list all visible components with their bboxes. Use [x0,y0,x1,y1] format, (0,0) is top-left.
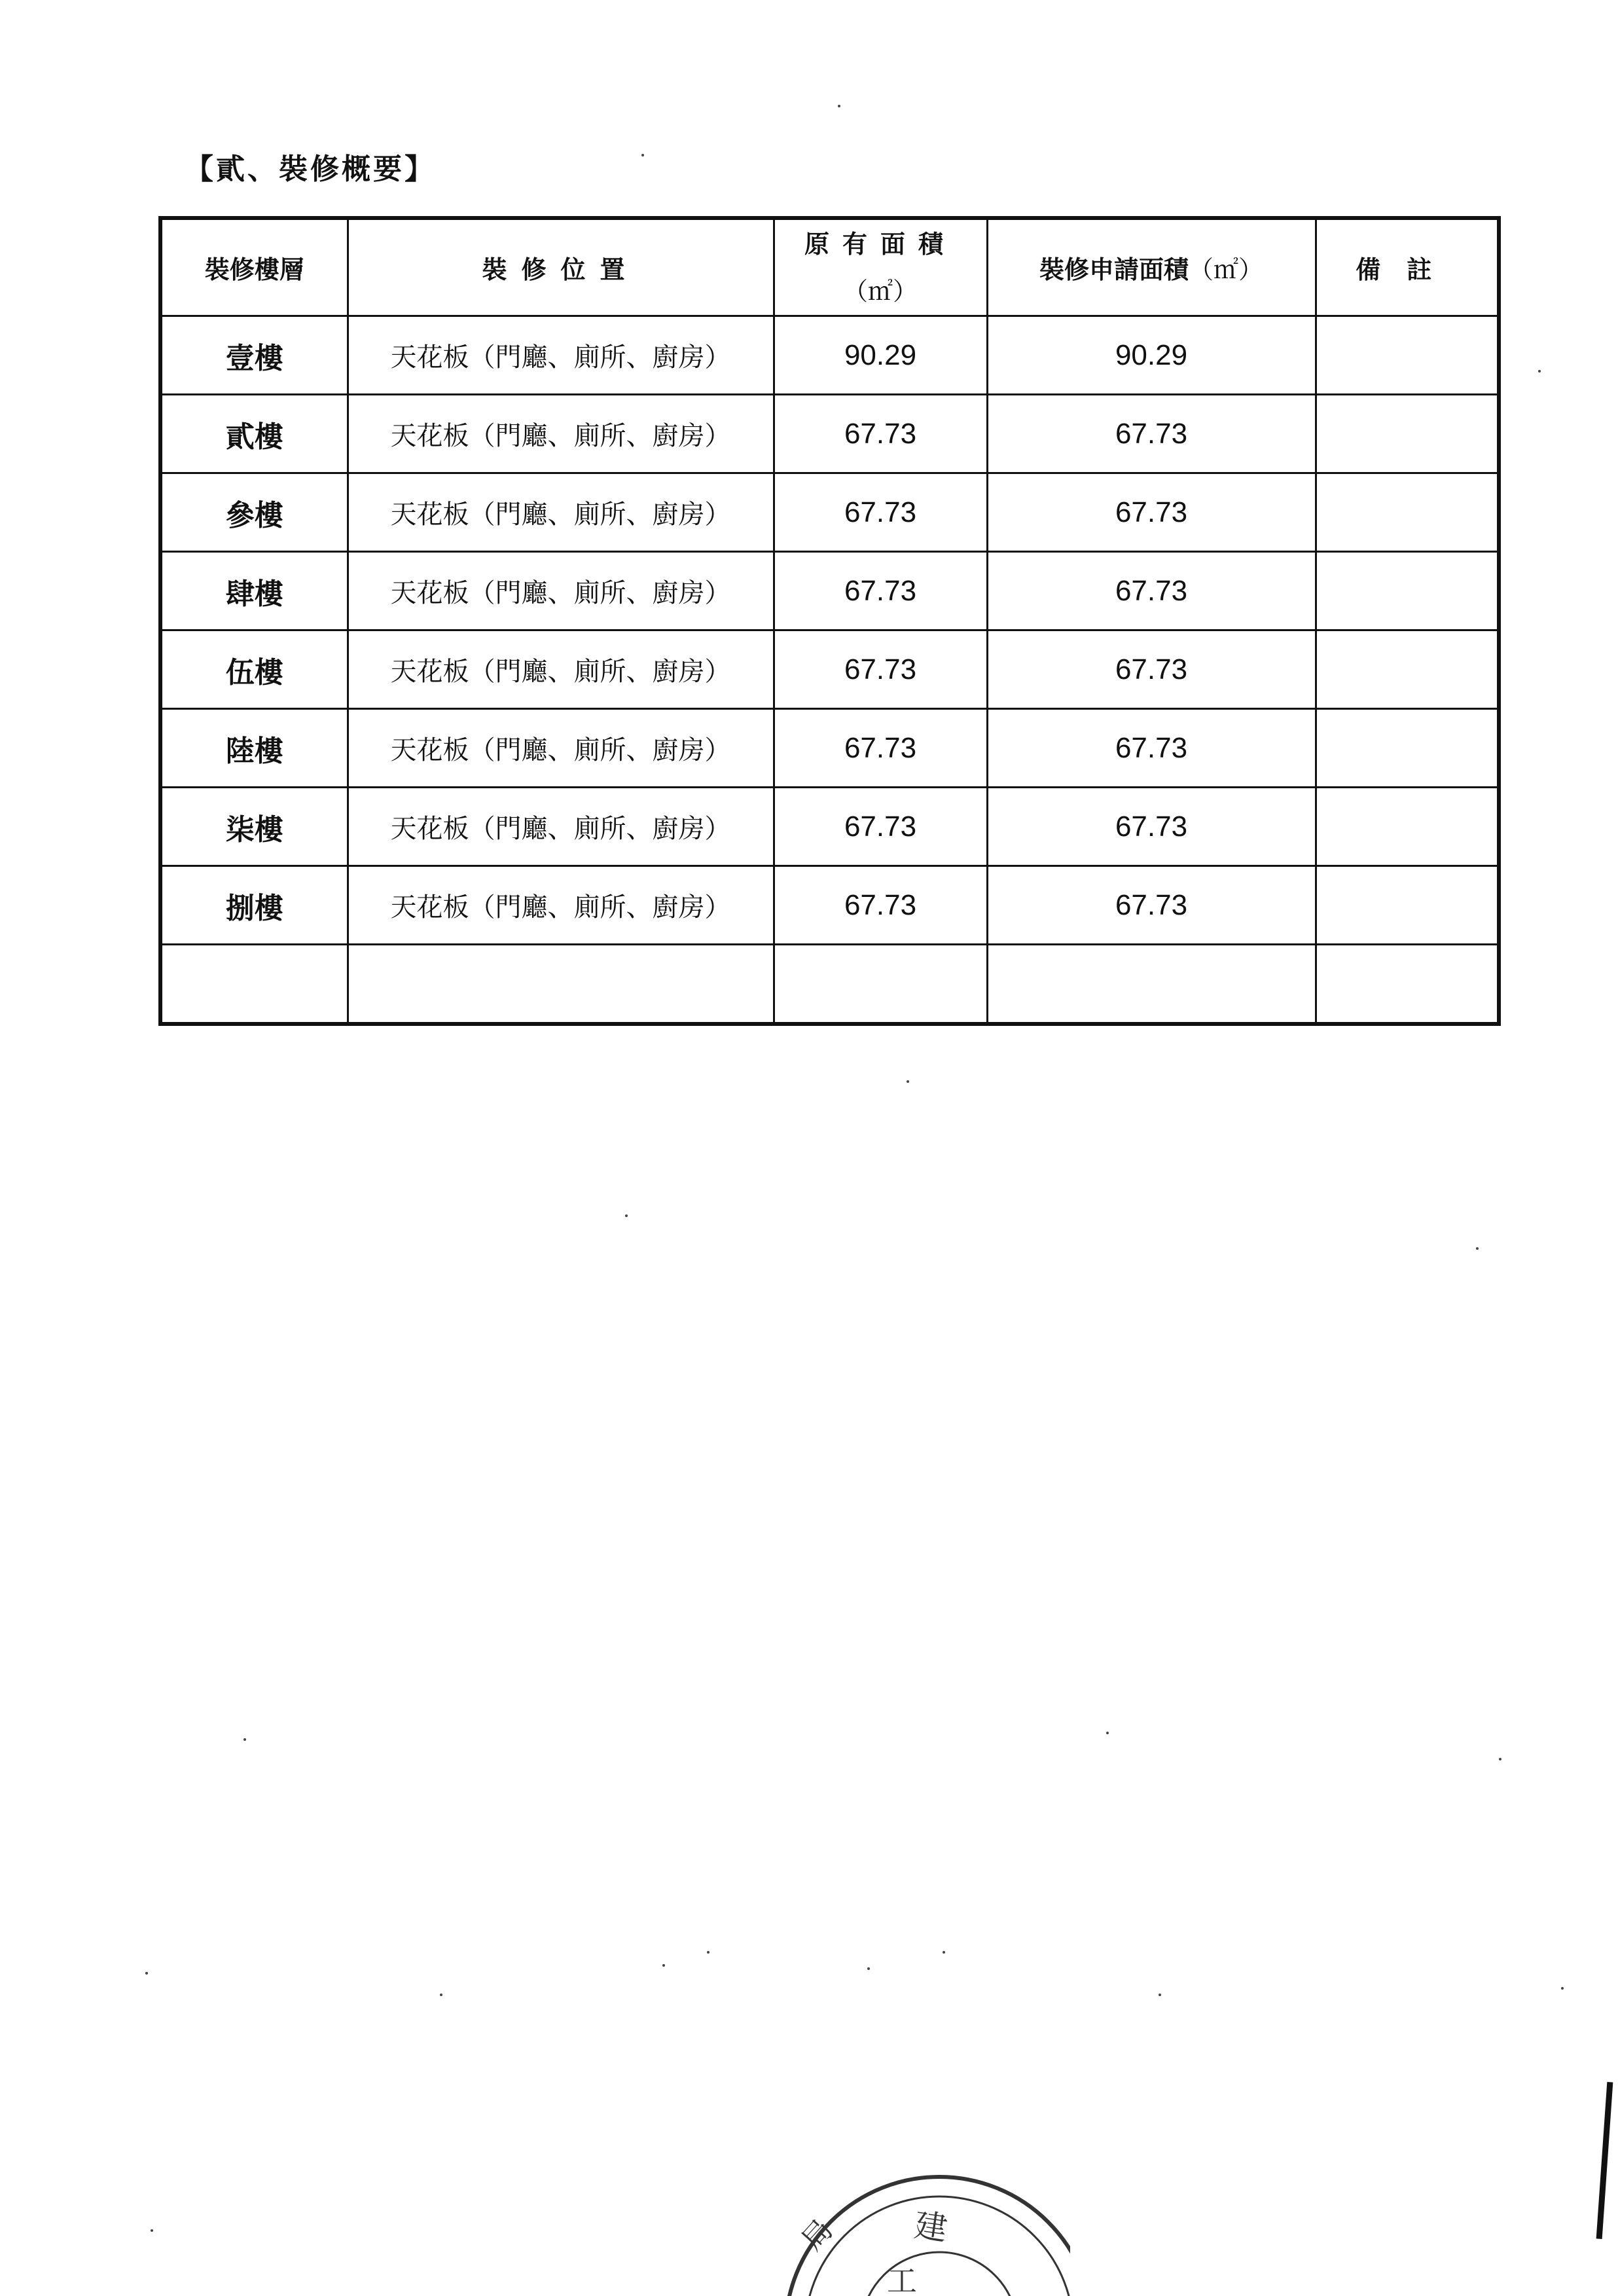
remarks-cell [1316,473,1499,552]
applied-area-cell: 67.73 [987,709,1316,788]
location-cell: 天花板（門廳、廁所、廚房） [348,473,774,552]
table-row [160,473,1499,552]
original-area-cell: 67.73 [774,473,987,552]
table-row [160,552,1499,630]
location-cell: 天花板（門廳、廁所、廚房） [348,630,774,709]
header-applied-area-unit: （㎡） [1189,255,1264,284]
scan-speck [1476,1247,1479,1250]
table-row [160,709,1499,788]
original-area-cell: 67.73 [774,395,987,473]
applied-area-cell [987,945,1316,1025]
remarks-cell [1316,630,1499,709]
applied-area-cell: 67.73 [987,552,1316,630]
remarks-cell [1316,552,1499,630]
header-applied-area-label: 裝修申請面積 [1039,255,1189,284]
header-floor: 裝修樓層 [160,218,348,316]
scan-speck [943,1951,945,1954]
remarks-cell [1316,866,1499,945]
scan-speck [1159,1994,1161,1996]
svg-text:建: 建 [912,2206,950,2248]
table-row [160,630,1499,709]
section-title: 【貳、裝修概要】 [185,153,436,186]
remarks-cell [1316,395,1499,473]
floor-cell: 參樓 [160,473,348,552]
original-area-cell [774,945,987,1025]
table-row [160,395,1499,473]
remarks-cell [1316,788,1499,866]
official-seal [782,2160,1070,2296]
svg-text:局: 局 [795,2213,840,2257]
floor-cell: 貳樓 [160,395,348,473]
header-remarks: 備註 [1316,218,1499,316]
scan-speck [151,2229,153,2232]
table-row [160,316,1499,395]
table-header-row [160,218,1499,316]
location-cell: 天花板（門廳、廁所、廚房） [348,866,774,945]
scan-speck [1561,1987,1564,1990]
scan-speck [1106,1732,1109,1734]
scan-speck [440,1994,442,1996]
original-area-cell: 67.73 [774,630,987,709]
table-row [160,788,1499,866]
scan-speck [1499,1758,1501,1760]
floor-cell: 壹樓 [160,316,348,395]
scan-speck [662,1964,665,1967]
applied-area-cell: 67.73 [987,473,1316,552]
header-location: 裝修位置 [348,218,774,316]
scan-speck [243,1738,246,1741]
location-cell: 天花板（門廳、廁所、廚房） [348,788,774,866]
scan-speck [625,1214,628,1217]
table-row-empty [160,945,1499,1025]
scan-speck [1538,370,1541,373]
binding-mark [1596,2082,1613,2239]
scan-speck [707,1951,710,1954]
floor-cell: 捌樓 [160,866,348,945]
location-cell: 天花板（門廳、廁所、廚房） [348,709,774,788]
original-area-cell: 90.29 [774,316,987,395]
svg-text:工: 工 [887,2263,917,2296]
scan-speck [641,154,644,156]
header-original-area-unit: （㎡） [842,276,918,306]
location-cell: 天花板（門廳、廁所、廚房） [348,395,774,473]
floor-cell: 柒樓 [160,788,348,866]
floor-cell [160,945,348,1025]
location-cell: 天花板（門廳、廁所、廚房） [348,316,774,395]
scan-speck [145,1972,148,1975]
renovation-summary-table [158,216,1501,1026]
floor-cell: 伍樓 [160,630,348,709]
floor-cell: 肆樓 [160,552,348,630]
applied-area-cell: 67.73 [987,630,1316,709]
scan-speck [907,1080,909,1083]
original-area-cell: 67.73 [774,709,987,788]
header-original-area [774,218,987,316]
applied-area-cell: 67.73 [987,866,1316,945]
applied-area-cell: 67.73 [987,395,1316,473]
remarks-cell [1316,709,1499,788]
scan-speck [867,1967,870,1970]
remarks-cell [1316,945,1499,1025]
header-original-area-label: 原有面積 [804,228,956,259]
applied-area-cell: 90.29 [987,316,1316,395]
applied-area-cell: 67.73 [987,788,1316,866]
scan-speck [838,105,840,107]
original-area-cell: 67.73 [774,552,987,630]
table-row [160,866,1499,945]
remarks-cell [1316,316,1499,395]
original-area-cell: 67.73 [774,788,987,866]
original-area-cell: 67.73 [774,866,987,945]
location-cell: 天花板（門廳、廁所、廚房） [348,552,774,630]
floor-cell: 陸樓 [160,709,348,788]
location-cell [348,945,774,1025]
header-applied-area [987,218,1316,316]
